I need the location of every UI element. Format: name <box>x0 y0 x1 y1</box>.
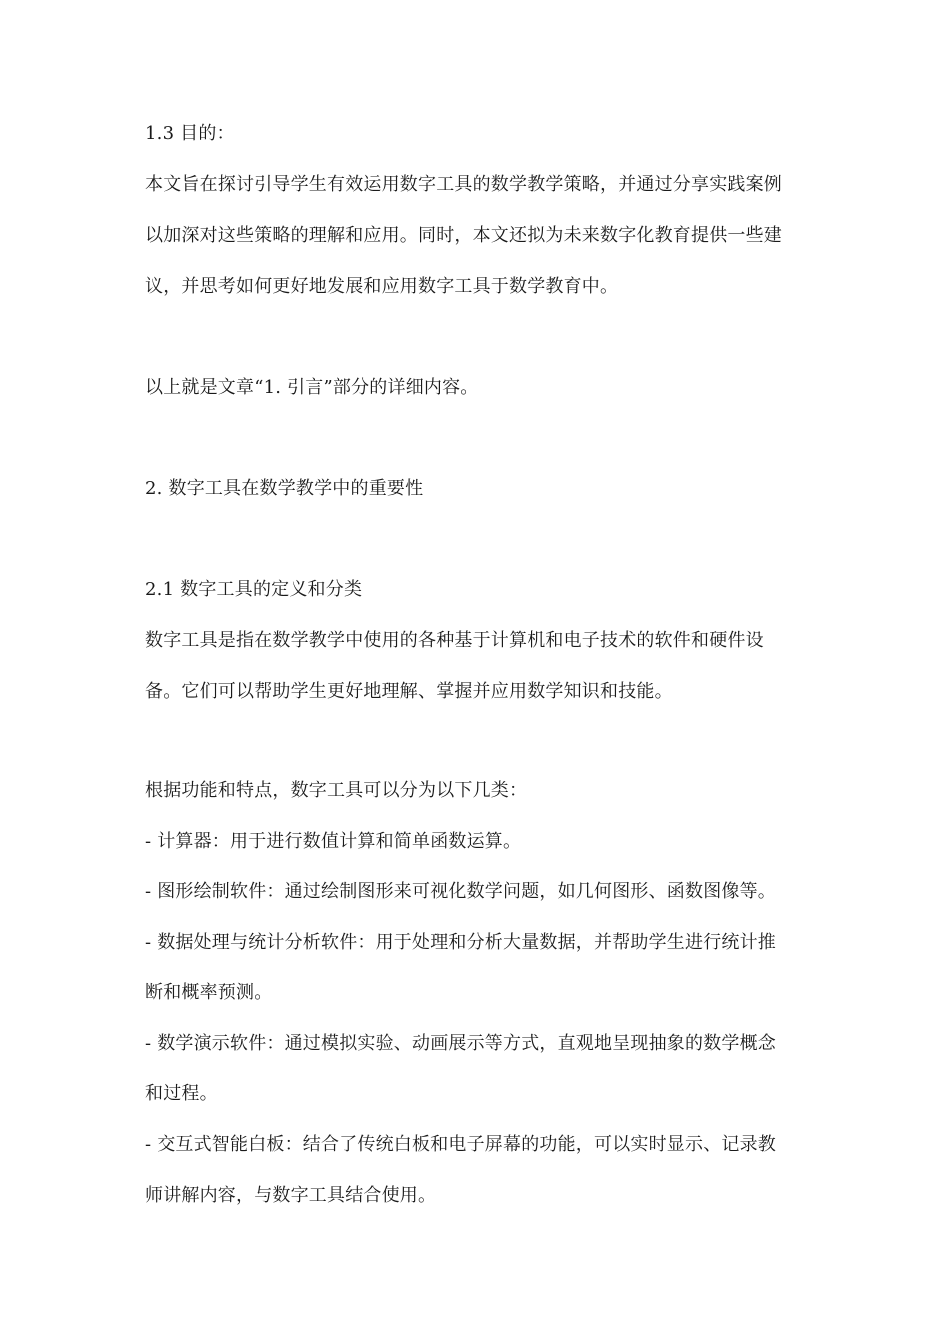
list-item: - 交互式智能白板：结合了传统白板和电子屏幕的功能，可以实时显示、记录教 <box>145 1134 776 1155</box>
list-item-continuation: 师讲解内容，与数字工具结合使用。 <box>145 1185 437 1206</box>
list-item: - 计算器：用于进行数值计算和简单函数运算。 <box>145 831 522 852</box>
list-item-continuation: 断和概率预测。 <box>145 982 273 1003</box>
paragraph-line: 以上就是文章“1. 引言”部分的详细内容。 <box>145 377 479 398</box>
list-item: - 数学演示软件：通过模拟实验、动画展示等方式，直观地呈现抽象的数学概念 <box>145 1033 776 1054</box>
paragraph-line: 根据功能和特点，数字工具可以分为以下几类： <box>145 780 528 801</box>
paragraph-line: 本文旨在探讨引导学生有效运用数字工具的数学教学策略，并通过分享实践案例 <box>145 174 782 195</box>
list-item: - 数据处理与统计分析软件：用于处理和分析大量数据，并帮助学生进行统计推 <box>145 932 776 953</box>
paragraph-line: 以加深对这些策略的理解和应用。同时，本文还拟为未来数字化教育提供一些建 <box>145 225 782 246</box>
list-item-continuation: 和过程。 <box>145 1083 218 1104</box>
section-heading-2: 2. 数字工具在数学教学中的重要性 <box>145 478 424 499</box>
paragraph-line: 议，并思考如何更好地发展和应用数字工具于数学教育中。 <box>145 276 619 297</box>
section-heading-1-3: 1.3 目的： <box>145 123 235 144</box>
list-item: - 图形绘制软件：通过绘制图形来可视化数学问题，如几何图形、函数图像等。 <box>145 881 776 902</box>
paragraph-line: 数字工具是指在数学教学中使用的各种基于计算机和电子技术的软件和硬件设 <box>145 630 764 651</box>
paragraph-line: 备。它们可以帮助学生更好地理解、掌握并应用数学知识和技能。 <box>145 681 673 702</box>
section-heading-2-1: 2.1 数字工具的定义和分类 <box>145 579 363 600</box>
